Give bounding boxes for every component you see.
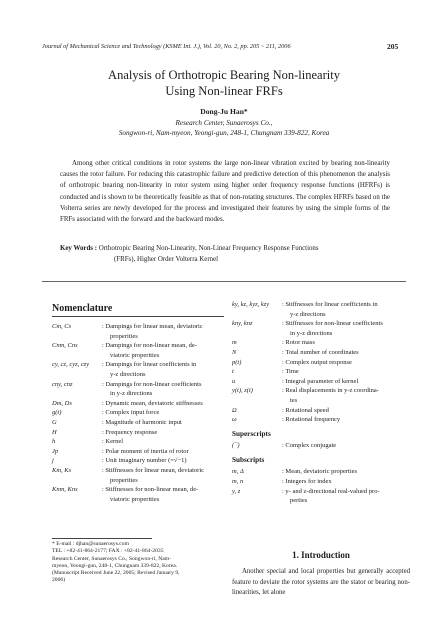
footnote bbox=[52, 541, 224, 585]
nomenclature-entry bbox=[52, 408, 227, 418]
nomenclature-entry bbox=[52, 437, 227, 447]
superscripts-heading: Superscripts bbox=[232, 429, 271, 438]
nomenclature-description-continuation: y-z directions bbox=[110, 370, 146, 378]
nomenclature-description-line: : Time bbox=[282, 368, 299, 376]
nomenclature-description bbox=[102, 418, 227, 428]
nomenclature-description-line: : Integral parameter of kernel bbox=[282, 377, 359, 385]
nomenclature-entry bbox=[232, 367, 410, 377]
nomenclature-description bbox=[282, 377, 410, 387]
nomenclature-description-continuation: properities bbox=[110, 332, 138, 340]
keywords-line-1: Orthotropic Bearing Non-Linearity, Non-Linear Frequency Response Functions bbox=[98, 245, 319, 252]
nomenclature-entry bbox=[232, 348, 410, 358]
affiliation bbox=[40, 118, 408, 138]
nomenclature-description-line: : Stiffnesses for non-linear mean, de- bbox=[102, 486, 199, 494]
footnote-received-year: 2006) bbox=[52, 577, 66, 584]
nomenclature-symbol: y, z bbox=[232, 487, 241, 495]
nomenclature-description-line: : Dynamic mean, deviatoric stiffnesses bbox=[102, 399, 203, 407]
nomenclature-symbol: m, n bbox=[232, 478, 244, 485]
nomenclature-symbol: H bbox=[52, 428, 57, 436]
nomenclature-description-line: : Frequency response bbox=[102, 428, 158, 436]
nomenclature-description-line: : Dampings for linear coefficients in bbox=[102, 361, 197, 369]
nomenclature-entry bbox=[232, 477, 410, 487]
nomenclature-symbol: g(t) bbox=[52, 409, 62, 417]
nomenclature-description-continuation: tes bbox=[290, 396, 298, 404]
nomenclature-entry bbox=[232, 358, 410, 368]
nomenclature-entry bbox=[232, 415, 410, 425]
nomenclature-description bbox=[102, 447, 227, 457]
nomenclature-description bbox=[282, 415, 410, 425]
nomenclature-description bbox=[102, 437, 227, 447]
nomenclature-symbol: Ω bbox=[232, 406, 237, 414]
nomenclature-entry bbox=[52, 456, 227, 466]
abstract: Among other critical conditions in rotor systems the large non-linear vibration excited by bearing non-linearity causes the rotor failure. For reducing this catastrophic failure and predictive detection of this phenomenon the analysis of orthotropic bearing non-linearity in rotor system using higher order frequency response functions (HFRFs) is conducted and is shown to be theoretically feasible as that of non-rotating structures. The complex HFRFs based on the Volterra series are newly developed for the process and investigated their features by using the simple forms of the FRFs associated with the forward and the backward modes. bbox=[60, 160, 390, 224]
nomenclature-description bbox=[282, 406, 410, 416]
nomenclature-description-line: : Dampings for non-linear mean, de- bbox=[102, 342, 197, 350]
nomenclature-description bbox=[282, 319, 410, 338]
nomenclature-entry bbox=[232, 377, 410, 387]
nomenclature-entry bbox=[52, 485, 227, 504]
nomenclature-symbol: Knm, Kns bbox=[52, 486, 78, 494]
title-line-1: Analysis of Orthotropic Bearing Non-linearity bbox=[108, 68, 340, 82]
nomenclature-symbol: p(t) bbox=[232, 358, 242, 366]
introduction-heading: 1. Introduction bbox=[292, 550, 350, 560]
nomenclature-description-continuation: in y-z directions bbox=[290, 329, 333, 337]
keywords-line-2: (FRFs), Higher Order Volterra Kernel bbox=[114, 256, 219, 263]
nomenclature-description-line: : y- and z-directional real-valued pro- bbox=[282, 487, 380, 495]
nomenclature-description-line: : Integers for index bbox=[282, 478, 332, 485]
nomenclature-symbol: kny, knz bbox=[232, 320, 253, 328]
nomenclature-description bbox=[102, 341, 227, 360]
nomenclature-description-line: : Stiffnesses for non-linear coefficients bbox=[282, 320, 383, 328]
nomenclature-entry bbox=[52, 428, 227, 438]
nomenclature-symbol: ky, kz, kyz, kzy bbox=[232, 301, 270, 308]
nomenclature-symbol: cny, cnz bbox=[52, 380, 73, 388]
nomenclature-symbol: N bbox=[232, 349, 237, 356]
nomenclature-description-line: : Dampings for non-linear coefficients bbox=[102, 380, 202, 388]
nomenclature-description bbox=[282, 386, 410, 405]
footnote-received: (Manuscript Received June 22, 2005; Revised January 9, bbox=[52, 570, 180, 577]
affiliation-line-2: Songwon-ri, Nam-myeon, Yeongi-gun, 248-1, Chungnam 339-822, Korea bbox=[118, 129, 330, 137]
nomenclature-entry bbox=[52, 399, 227, 409]
journal-header: Journal of Mechanical Science and Technology (KSME Int. J.), Vol. 20, No. 2, pp. 205 ~ 211, 2006 bbox=[42, 43, 291, 50]
paper-title bbox=[40, 67, 408, 99]
nomenclature-description-line: : Stiffnesses for linear mean, deviatoric bbox=[102, 467, 205, 474]
nomenclature-description bbox=[102, 466, 227, 485]
footnote-address-2: myeon, Yeongi-gun, 248-1, Chungnam 339-822, Korea. bbox=[52, 562, 178, 569]
nomenclature-symbol: (¯) bbox=[232, 441, 240, 449]
nomenclature-description-line: : Unit imaginary number (=√−1) bbox=[102, 457, 187, 465]
page-number: 205 bbox=[387, 42, 399, 51]
nomenclature-description bbox=[282, 358, 410, 368]
nomenclature-description bbox=[102, 408, 227, 418]
nomenclature-symbol: ω bbox=[232, 416, 237, 424]
nomenclature-description-continuation: y-z directions bbox=[290, 310, 326, 318]
nomenclature-symbol: Dm, Ds bbox=[52, 399, 72, 407]
nomenclature-description bbox=[282, 338, 410, 348]
nomenclature-description bbox=[102, 428, 227, 438]
nomenclature-symbol: u bbox=[232, 377, 236, 385]
nomenclature-entry bbox=[52, 380, 227, 399]
nomenclature-entry bbox=[232, 300, 410, 319]
nomenclature-entry bbox=[232, 319, 410, 338]
nomenclature-symbol: t bbox=[232, 368, 234, 376]
nomenclature-description bbox=[282, 467, 410, 477]
nomenclature-description bbox=[102, 456, 227, 466]
nomenclature-entry bbox=[52, 360, 227, 379]
nomenclature-symbol: cy, cz, cyz, czy bbox=[52, 361, 90, 369]
nomenclature-description bbox=[282, 441, 410, 451]
nomenclature-heading: Nomenclature bbox=[52, 303, 113, 314]
nomenclature-description-line: : Stiffnesses for linear coefficients in bbox=[282, 301, 378, 308]
footnote-phone: TEL : +82-41-864-2177; FAX : +82-41-864-2035 bbox=[52, 548, 164, 555]
nomenclature-symbol: Cnm, Cns bbox=[52, 342, 78, 350]
keywords-label: Key Words : bbox=[60, 245, 98, 252]
nomenclature-description-continuation: perties bbox=[290, 497, 308, 505]
nomenclature-description bbox=[102, 380, 227, 399]
nomenclature-description bbox=[282, 477, 410, 487]
nomenclature-entry bbox=[232, 441, 410, 451]
nomenclature-symbol: y(t), z(t) bbox=[232, 387, 253, 395]
nomenclature-description-line: : Real displacements in y-z coordina- bbox=[282, 387, 379, 395]
nomenclature-entry bbox=[232, 338, 410, 348]
nomenclature-description-line: : Magnitude of harmonic input bbox=[102, 419, 182, 426]
nomenclature-symbol: h bbox=[52, 438, 56, 446]
introduction-text: Another special and local properties but generally accepted feature to deviate the rotor systems are the stator or bearing non-linearities, let alone bbox=[232, 568, 410, 597]
nomenclature-description-line: : Mean, deviatoric properties bbox=[282, 468, 358, 476]
nomenclature-description-line: : Kernel bbox=[102, 438, 124, 446]
nomenclature-symbol: Jp bbox=[52, 447, 59, 455]
affiliation-line-1: Research Center, Sunaerosys Co., bbox=[175, 119, 273, 127]
footnote-address-1: Research Center, Sunaerosys Co., Songwon-ri, Nam- bbox=[52, 555, 171, 562]
nomenclature-entry bbox=[232, 406, 410, 416]
nomenclature-description bbox=[282, 367, 410, 377]
nomenclature-entry bbox=[232, 467, 410, 477]
author: Dong-Ju Han* bbox=[200, 107, 248, 116]
nomenclature-symbol: m, Δ bbox=[232, 468, 244, 476]
nomenclature-description-line: : Complex input force bbox=[102, 409, 160, 417]
nomenclature-description bbox=[102, 399, 227, 409]
nomenclature-description-line: : Rotational frequency bbox=[282, 416, 341, 424]
nomenclature-symbol: j bbox=[52, 457, 54, 465]
nomenclature-description-line: : Complex output response bbox=[282, 358, 352, 366]
nomenclature-description-line: : Complex conjugate bbox=[282, 441, 337, 449]
nomenclature-description-line: : Rotor mass bbox=[282, 339, 315, 347]
nomenclature-entry bbox=[52, 447, 227, 457]
nomenclature-description-continuation: properities bbox=[110, 476, 138, 484]
nomenclature-description bbox=[282, 348, 410, 358]
nomenclature-description-continuation: viatoric properities bbox=[110, 495, 160, 503]
section-divider bbox=[42, 281, 406, 282]
nomenclature-description-continuation: in y-z directions bbox=[110, 390, 153, 398]
nomenclature-description bbox=[102, 485, 227, 504]
nomenclature-description bbox=[102, 322, 227, 341]
keywords bbox=[60, 243, 395, 265]
nomenclature-entry bbox=[232, 487, 410, 506]
nomenclature-description-continuation: viatoric properities bbox=[110, 351, 160, 359]
title-line-2: Using Non-linear FRFs bbox=[165, 84, 283, 98]
nomenclature-entry bbox=[52, 418, 227, 428]
nomenclature-entry bbox=[52, 322, 227, 341]
nomenclature-entry bbox=[52, 466, 227, 485]
nomenclature-symbol: G bbox=[52, 419, 57, 426]
nomenclature-description bbox=[102, 360, 227, 379]
nomenclature-description bbox=[282, 487, 410, 506]
nomenclature-symbol: Km, Ks bbox=[52, 467, 72, 474]
nomenclature-entry bbox=[232, 386, 410, 405]
nomenclature-description-line: : Rotational speed bbox=[282, 406, 329, 414]
nomenclature-symbol: Cm, Cs bbox=[52, 323, 72, 330]
subscripts-heading: Subscripts bbox=[232, 456, 265, 465]
nomenclature-symbol: m bbox=[232, 339, 237, 347]
footnote-rule bbox=[52, 538, 152, 539]
nomenclature-description-line: : Total number of coordinates bbox=[282, 349, 359, 356]
nomenclature-entry bbox=[52, 341, 227, 360]
nomenclature-description-line: : Polar moment of inertia of rotor bbox=[102, 447, 189, 455]
nomenclature-description-line: : Dampings for linear mean, deviatoric bbox=[102, 323, 203, 330]
nomenclature-rule bbox=[52, 316, 224, 317]
footnote-email: * E-mail : djhan@sunaerosys.com bbox=[52, 541, 129, 547]
nomenclature-description bbox=[282, 300, 410, 319]
